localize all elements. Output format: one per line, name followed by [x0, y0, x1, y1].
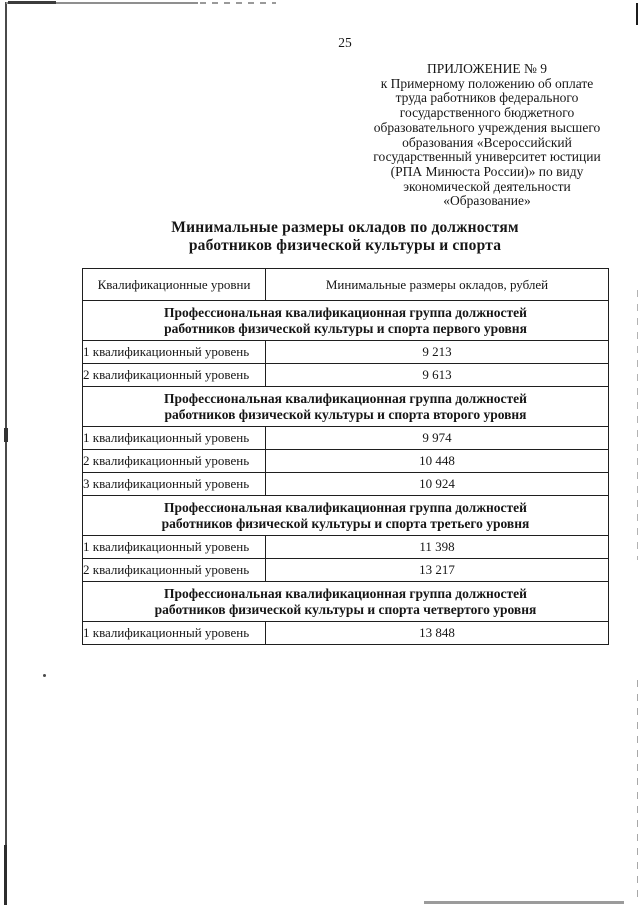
- group-header-3: [83, 496, 609, 536]
- table-row: [83, 450, 609, 473]
- scan-artifact-blob: [4, 428, 8, 442]
- header-salary: Минимальные размеры окладов, рублей: [266, 269, 609, 301]
- qualification-level-cell: 1 квалификационный уровень: [83, 341, 266, 364]
- table-row: [83, 559, 609, 582]
- scan-artifact-top-right-tick: [636, 3, 638, 25]
- scan-artifact-left-bottom: [4, 845, 7, 905]
- group-header-1: [83, 301, 609, 341]
- group-title-line: Профессиональная квалификационная группа должностей: [164, 390, 527, 406]
- page-number: 25: [338, 35, 352, 50]
- table-row: [83, 622, 609, 645]
- qualification-level-cell: 1 квалификационный уровень: [83, 622, 266, 645]
- appendix-line: ПРИЛОЖЕНИЕ № 9: [426, 61, 548, 76]
- appendix-header-block: [337, 62, 637, 209]
- group-title-line: работников физической культуры и спорта четвертого уровня: [154, 601, 537, 617]
- header-qualification-levels: Квалификационные уровни: [83, 269, 266, 301]
- salary-value-cell: 11 398: [266, 536, 609, 559]
- salary-value-cell: 10 924: [266, 473, 609, 496]
- table-row: [83, 341, 609, 364]
- group-header-row-2: [83, 387, 609, 427]
- appendix-line: (РПА Минюста России)» по виду: [390, 163, 584, 179]
- salary-value-cell: 9 974: [266, 427, 609, 450]
- appendix-line: «Образование»: [443, 193, 531, 209]
- appendix-line: экономической деятельности: [403, 178, 571, 194]
- qualification-level-cell: 1 квалификационный уровень: [83, 536, 266, 559]
- group-title-line: Профессиональная квалификационная группа должностей: [164, 304, 527, 320]
- group-title-line: Профессиональная квалификационная группа должностей: [164, 499, 527, 515]
- salary-value-cell: 9 213: [266, 341, 609, 364]
- salary-value-cell: 13 848: [266, 622, 609, 645]
- scan-artifact-top-dark: [8, 1, 56, 4]
- appendix-line: труда работников федерального: [395, 90, 579, 106]
- table-row: [83, 473, 609, 496]
- table-row: [83, 364, 609, 387]
- scan-edge-top-dashes: [200, 2, 276, 4]
- group-header-2: [83, 387, 609, 427]
- appendix-line: государственного бюджетного: [399, 105, 575, 121]
- qualification-level-cell: 2 квалификационный уровень: [83, 450, 266, 473]
- salary-value-cell: 13 217: [266, 559, 609, 582]
- document-title: [70, 219, 620, 254]
- group-header-row-1: [83, 301, 609, 341]
- appendix-line: государственный университет юстиции: [373, 149, 601, 165]
- salary-table: [82, 268, 609, 645]
- group-title-line: работников физической культуры и спорта третьего уровня: [161, 515, 530, 531]
- group-header-row-3: [83, 496, 609, 536]
- qualification-level-cell: 3 квалификационный уровень: [83, 473, 266, 496]
- group-title-line: работников физической культуры и спорта второго уровня: [164, 406, 527, 422]
- qualification-level-cell: 2 квалификационный уровень: [83, 559, 266, 582]
- qualification-level-cell: 2 квалификационный уровень: [83, 364, 266, 387]
- table-row: [83, 427, 609, 450]
- appendix-line: образовательного учреждения высшего: [373, 119, 601, 135]
- table-row: [83, 536, 609, 559]
- group-title-line: Профессиональная квалификационная группа должностей: [164, 585, 527, 601]
- salary-value-cell: 9 613: [266, 364, 609, 387]
- group-title-line: работников физической культуры и спорта первого уровня: [164, 320, 527, 336]
- title-line-1: Минимальные размеры окладов по должностям: [171, 219, 519, 236]
- scan-speck: [43, 674, 46, 677]
- scan-edge-right-dashes-upper: [637, 290, 638, 560]
- table-header-row: [83, 269, 609, 301]
- scan-bottom-smudge: [424, 901, 624, 904]
- group-header-row-4: [83, 582, 609, 622]
- scan-edge-left-line: [5, 2, 7, 905]
- appendix-line: образования «Всероссийский: [402, 134, 572, 150]
- salary-value-cell: 10 448: [266, 450, 609, 473]
- qualification-level-cell: 1 квалификационный уровень: [83, 427, 266, 450]
- title-line-2: работников физической культуры и спорта: [188, 236, 502, 254]
- group-header-4: [83, 582, 609, 622]
- appendix-line: к Примерному положению об оплате: [380, 75, 594, 91]
- scan-edge-right-dashes-lower: [637, 680, 638, 903]
